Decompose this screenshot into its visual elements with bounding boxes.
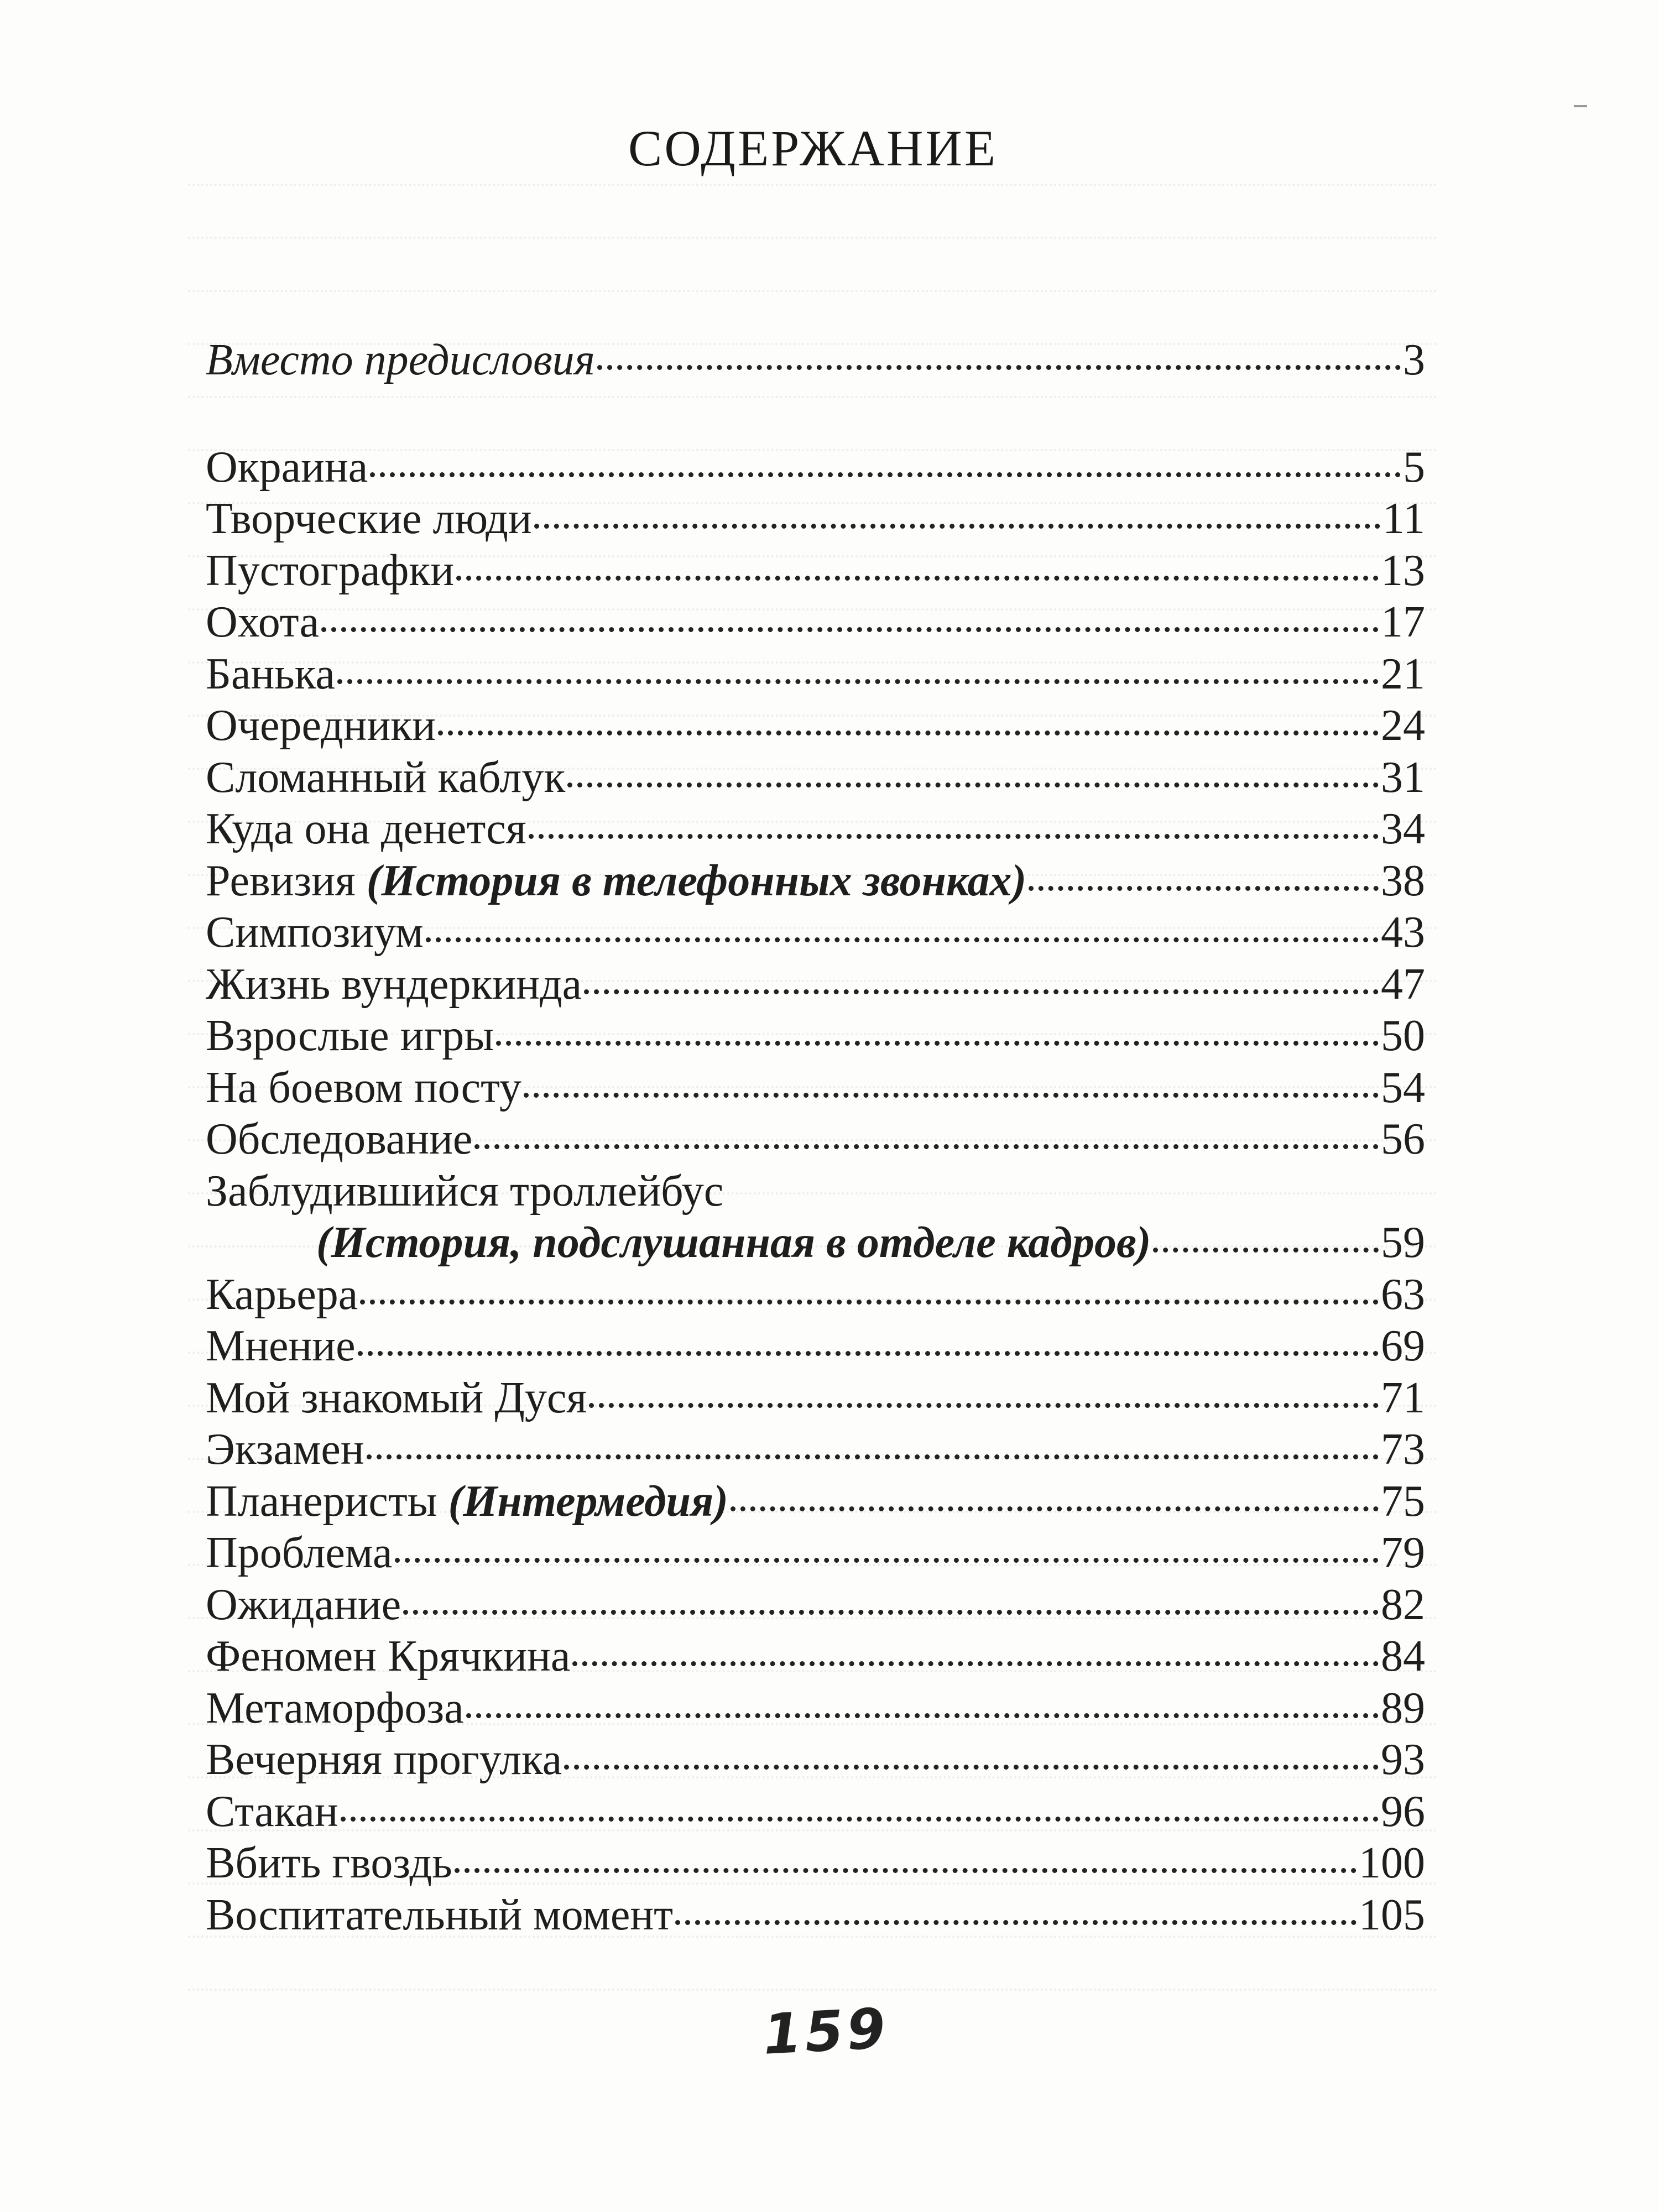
toc-entry[interactable] [206,804,1425,855]
toc-leader-dots [564,1765,1379,1770]
toc-entry[interactable] [206,1062,1425,1114]
toc-entry-title: Планеристы [206,1477,437,1526]
toc-entry-label: Заблудившийся троллейбус [206,1166,724,1215]
toc-entry[interactable] [206,493,1425,545]
toc-entry-note: (История, подслушанная в отделе кадров) [316,1218,1151,1267]
toc-entry-title: Ревизия [206,856,356,905]
toc-entry-label: Очередники [206,701,436,750]
toc-entry[interactable] [206,700,1425,752]
page-title: СОДЕРЖАНИЕ [628,120,998,176]
toc-entry-page: 71 [1381,1373,1425,1422]
toc-entry[interactable] [206,752,1425,804]
toc-entry-page: 89 [1381,1683,1425,1733]
toc-leader-dots [584,989,1379,994]
toc-entry-page: 93 [1381,1735,1425,1784]
toc-entry[interactable] [206,1786,1425,1838]
toc-entry-page: 63 [1381,1270,1425,1319]
toc-entry-label: Карьера [206,1270,358,1319]
toc-entry-page: 96 [1381,1787,1425,1836]
toc-entry[interactable] [206,597,1425,649]
toc-entry-page: 73 [1381,1425,1425,1474]
toc-entry[interactable] [206,1269,1425,1321]
toc-entry-page: 47 [1381,959,1425,1009]
toc-entry-label: Феномен Крячкина [206,1632,571,1681]
toc-entry-page: 54 [1381,1063,1425,1112]
toc-leader-dots [455,1868,1357,1873]
toc-leader-dots [529,834,1379,839]
scan-mark [1574,105,1587,107]
toc-entry[interactable] [206,1166,1425,1218]
toc-entry-page: 50 [1381,1011,1425,1060]
toc-entry-label: Вечерняя прогулка [206,1735,562,1784]
toc-leader-dots [567,782,1379,787]
toc-entry[interactable] [206,1683,1425,1735]
toc-entry-page: 105 [1359,1890,1425,1939]
toc-entry[interactable] [206,1838,1425,1890]
toc-entry-note: (История в телефонных звонках) [366,856,1027,905]
toc-leader-dots [403,1610,1379,1615]
toc-entry-continuation[interactable] [206,1217,1425,1269]
toc-entry-page: 100 [1359,1839,1425,1887]
toc-entry-label: Метаморфоза [206,1683,464,1733]
toc-gap [206,387,1425,442]
toc-leader-dots [321,627,1379,632]
toc-leader-dots [438,731,1379,735]
toc-entry-page: 11 [1382,494,1425,543]
toc-entry-page: 69 [1381,1322,1425,1370]
handwritten-page-number: 159 [761,1996,890,2067]
toc-entry-page: 38 [1381,856,1425,905]
toc-leader-dots [370,472,1401,477]
toc-entry-page: 75 [1381,1477,1425,1526]
toc-entry[interactable] [206,1631,1425,1683]
toc-leader-dots [456,576,1379,581]
toc-entry-label: Куда она денется [206,805,526,853]
toc-leader-dots [341,1817,1379,1822]
toc-entry[interactable] [206,1114,1425,1166]
toc-entry-label: Сломанный каблук [206,753,566,802]
toc-leader-dots [1029,886,1379,891]
toc-entry-page: 56 [1381,1115,1425,1164]
toc-entry-label: Окраина [206,442,368,492]
toc-entry-label: Творческие люди [206,494,532,543]
toc-entry-page: 3 [1403,336,1425,384]
toc-entry-label: Экзамен [206,1425,364,1474]
toc-leader-dots [395,1558,1379,1563]
toc-entry-label [206,1476,728,1528]
toc-leader-dots [597,365,1401,370]
toc-leader-dots [731,1506,1379,1511]
toc-leader-dots [534,524,1380,529]
toc-entry-page: 21 [1381,649,1425,698]
toc-entry[interactable] [206,442,1425,494]
toc-entry-label: Вбить гвоздь [206,1839,452,1887]
toc-entry-label: Симпозиум [206,908,424,957]
toc-entry-label [206,855,1026,907]
toc-entry-page: 17 [1381,598,1425,646]
toc-entry-page: 79 [1381,1528,1425,1577]
toc-leader-dots [358,1351,1379,1356]
toc-entry[interactable] [206,545,1425,597]
toc-entry-note: (Интермедия) [448,1477,728,1526]
toc-entry[interactable] [206,855,1425,907]
toc-leader-dots [367,1454,1379,1459]
toc-entry-page: 24 [1381,701,1425,750]
toc-entry[interactable] [206,1010,1425,1062]
toc-leader-dots [1153,1248,1379,1253]
toc-entry[interactable] [206,1527,1425,1579]
toc-entry[interactable] [206,1579,1425,1631]
toc-entry[interactable] [206,1476,1425,1528]
toc-leader-dots [572,1661,1379,1666]
toc-leader-dots [524,1093,1379,1098]
toc-entry[interactable] [206,1734,1425,1786]
toc-leader-dots [337,679,1379,684]
toc-leader-dots [496,1041,1379,1046]
toc-entry[interactable] [206,959,1425,1011]
toc-leader-dots [426,937,1379,942]
toc-entry-label: Мой знакомый Дуся [206,1373,587,1422]
toc-entry-label: Ожидание [206,1580,401,1629]
toc-entry-label: Взрослые игры [206,1011,494,1060]
toc-entry-page: 59 [1381,1218,1425,1267]
toc-entry-page: 13 [1381,546,1425,595]
toc-entry[interactable] [206,907,1425,959]
toc-leader-dots [474,1144,1379,1149]
toc-entry-page: 43 [1381,908,1425,957]
toc-entry[interactable] [206,1321,1425,1373]
toc-entry-label: Обследование [206,1115,473,1164]
toc-entry-label: Проблема [206,1528,393,1577]
toc-entry-page: 84 [1381,1632,1425,1681]
toc-leader-dots [589,1403,1379,1408]
toc-entry-page: 5 [1403,442,1425,492]
toc-entry[interactable] [206,1890,1425,1942]
toc-entry-page: 82 [1381,1580,1425,1629]
toc-entry-label: Охота [206,598,320,646]
toc-entry-page: 34 [1381,805,1425,853]
toc-entry-label: Вместо предисловия [206,336,595,384]
toc-entry[interactable] [206,1424,1425,1476]
toc-entry-label: Воспитательный момент [206,1890,674,1939]
toc-entry-label: Мнение [206,1322,356,1370]
toc-entry-preface[interactable] [206,335,1425,387]
toc-entry[interactable] [206,1373,1425,1425]
toc-entry-label: Пустографки [206,546,455,595]
toc-leader-dots [675,1920,1357,1925]
toc-entry-label: Банька [206,649,335,698]
toc-leader-dots [360,1300,1379,1305]
toc-entry-label: На боевом посту [206,1063,522,1112]
toc-leader-dots [466,1713,1379,1718]
toc-entry-label: Стакан [206,1787,338,1836]
toc-entry[interactable] [206,649,1425,701]
toc-entry-label: Жизнь вундеркинда [206,959,582,1009]
table-of-contents [206,335,1425,1941]
toc-entry-page: 31 [1381,753,1425,802]
